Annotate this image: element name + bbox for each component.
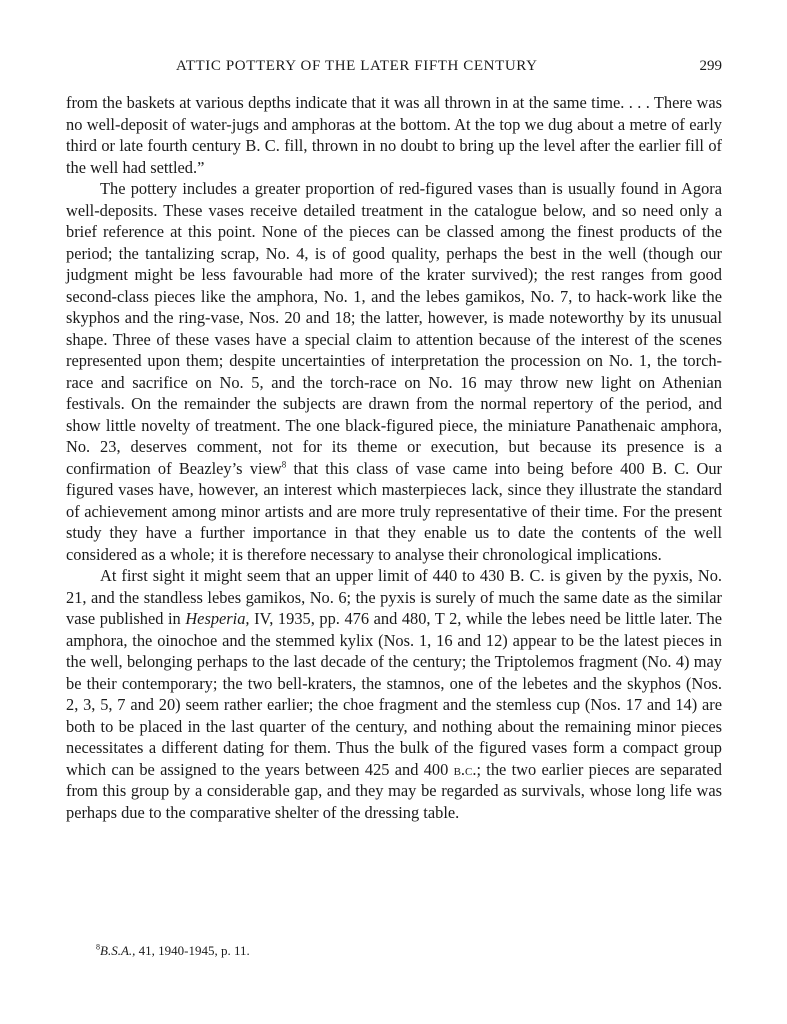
paragraph-1-text: from the baskets at various depths indicate that it was all thrown in at the same time. . . . There was no well-deposit of water-jugs and amphoras at the bottom. At the top we dug about a metre of early third or late fourth century B. C. fill, thrown in no doubt to bring up the level after the earlier fill of the well had settled.”: [66, 93, 722, 177]
paragraph-3-text-b: IV, 1935, pp. 476 and 480, T 2, while the lebes need be little later. The amphora, the oinochoe and the stemmed kylix (Nos. 1, 16 and 12) appear to be the latest pieces in the well, belonging perhaps to the last decade of the century; the Triptolemos fragment (No. 4) may be their contemporary; the two bell-kraters, the stamnos, one of the lebetes and the skyphos (Nos. 2, 3, 5, 7 and 20) seem rather earlier; the choe fragment and the stemless cup (Nos. 17 and 14) are both to be placed in the last quarter of the century, and nothing about the remaining minor pieces necessitates a different dating for them. Thus the bulk of the figured vases form a compact group which can be assigned to the years between 425 and 400: [66, 609, 723, 779]
paragraph-3-text-c: ; the two earlier pieces are separated from this group by a considerable gap, and they may be regarded as survivals, whose long life was perhaps due to the comparative shelter of the dressing table.: [66, 759, 722, 822]
footnote-mark: 8: [96, 942, 100, 952]
page-number: 299: [699, 58, 722, 74]
paragraph-dating: [66, 565, 722, 823]
paragraph-pottery: [66, 178, 722, 565]
paragraph-2-text-b: that this class of vase came into being before 400 B. C. Our figured vases have, however, an interest which masterpieces lack, since they illustrate the standard of achievement among minor artists and are more truly representative of their time. For the present study they have a further importance in that they enable us to date the contents of the well considered as a whole; it is therefore necessary to analyse their chronological implications.: [66, 458, 722, 564]
body-text: [66, 92, 722, 823]
footnote-text: 41, 1940-1945, p. 11.: [135, 943, 250, 958]
paragraph-3-text-a: At first sight it might seem that an upper limit of 440 to 430 B. C. is given by the pyxis, No. 21, and the standless lebes gamikos, No. 6; the pyxis is surely of much the same date as the similar vase published in: [66, 566, 722, 628]
footnote: [96, 942, 716, 960]
paragraph-2-text-a: The pottery includes a greater proportion of red-figured vases than is usually found in Agora well-deposits. These vases receive detailed treatment in the catalogue below, and so need only a brief reference at this point. None of the pieces can be classed among the finest products of the period; the tantalizing scrap, No. 4, is of good quality, perhaps the best in the well (though our judgment might be less favourable had more of the krater survived); the rest ranges from good second-class pieces like the amphora, No. 1, and the lebes gamikos, No. 7, to hack-work like the skyphos and the ring-vase, Nos. 20 and 18; the latter, however, is made noteworthy by its unusual shape. Three of these vases have a special claim to attention because of the interest of the scenes represented upon them; despite uncertainties of interpretation the procession on No. 1, the torch-race and sacrifice on No. 5, and the torch-race on No. 16 may throw new light on Athenian festivals. On the remainder the subjects are drawn from the normal repertory of the period, and show little novelty of treatment. The one black-figured piece, the miniature Panathenaic amphora, No. 23, deserves comment, not for its theme or execution, but because its presence is a confirmation of Beazley’s view: [66, 179, 722, 478]
journal-title: Hesperia,: [185, 609, 250, 628]
bc-abbreviation: b.c.: [453, 759, 477, 779]
footnote-reference[interactable]: 8: [281, 459, 287, 470]
paragraph-continued: [66, 92, 722, 178]
running-title: ATTIC POTTERY OF THE LATER FIFTH CENTURY: [176, 58, 538, 74]
footnote-journal: B.S.A.,: [100, 943, 136, 958]
